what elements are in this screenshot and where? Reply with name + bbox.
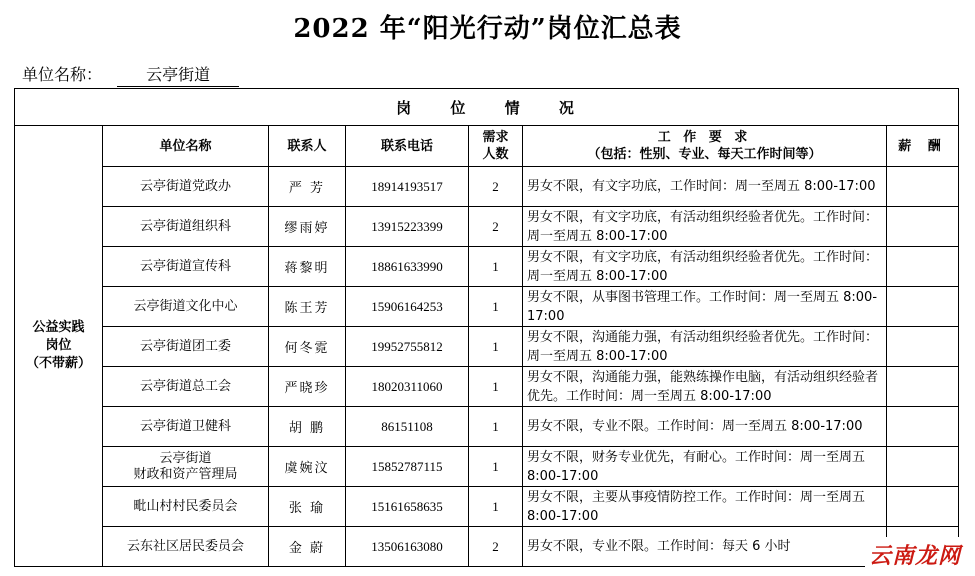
- table-row: [15, 167, 959, 207]
- unit-name-value: 云亭街道: [117, 62, 239, 87]
- unit-name-label: 单位名称：: [22, 65, 103, 84]
- unit-name-row: [22, 62, 239, 87]
- row-phone: 19952755812: [346, 327, 469, 367]
- row-contact: 蒋黎明: [269, 247, 346, 287]
- row-unit: 云亭街道党政办: [103, 167, 269, 207]
- row-unit: 毗山村村民委员会: [103, 487, 269, 527]
- row-phone: 13506163080: [346, 527, 469, 567]
- row-count: 1: [469, 407, 523, 447]
- row-salary: [887, 247, 959, 287]
- row-requirements: 男女不限，专业不限。工作时间：周一至周五 8:00-17:00: [523, 407, 887, 447]
- positions-table: [14, 88, 959, 567]
- row-requirements: 男女不限，财务专业优先，有耐心。工作时间：周一至周五 8:00-17:00: [523, 447, 887, 487]
- row-unit: 云东社区居民委员会: [103, 527, 269, 567]
- section-header: 岗 位 情 况: [15, 89, 959, 126]
- table-row: [15, 247, 959, 287]
- table-row: [15, 487, 959, 527]
- row-requirements: 男女不限，有文字功底，有活动组织经验者优先。工作时间：周一至周五 8:00-17:00: [523, 207, 887, 247]
- row-unit: 云亭街道 财政和资产管理局: [103, 447, 269, 487]
- row-requirements: 男女不限，沟通能力强，有活动组织经验者优先。工作时间：周一至周五 8:00-17:00: [523, 327, 887, 367]
- row-phone: 15906164253: [346, 287, 469, 327]
- col-header-count: 需求 人数: [469, 126, 523, 167]
- row-requirements: 男女不限，有文字功底，有活动组织经验者优先。工作时间：周一至周五 8:00-17:00: [523, 247, 887, 287]
- table-row: [15, 327, 959, 367]
- row-contact: 金 蔚: [269, 527, 346, 567]
- row-count: 2: [469, 527, 523, 567]
- row-phone: 18020311060: [346, 367, 469, 407]
- row-salary: [887, 407, 959, 447]
- table-row: [15, 407, 959, 447]
- row-contact: 张 瑜: [269, 487, 346, 527]
- row-requirements: 男女不限，沟通能力强，能熟练操作电脑，有活动组织经验者优先。工作时间：周一至周五 8:00-17:00: [523, 367, 887, 407]
- table-row: [15, 447, 959, 487]
- col-header-phone: 联系电话: [346, 126, 469, 167]
- watermark-logo: 云南龙网: [865, 537, 965, 572]
- row-salary: [887, 447, 959, 487]
- category-cell: 公益实践 岗位 （不带薪）: [15, 126, 103, 567]
- row-phone: 18861633990: [346, 247, 469, 287]
- col-header-salary: 薪 酬: [887, 126, 959, 167]
- row-contact: 陈王芳: [269, 287, 346, 327]
- row-requirements: 男女不限，主要从事疫情防控工作。工作时间：周一至周五 8:00-17:00: [523, 487, 887, 527]
- table-row: [15, 287, 959, 327]
- row-count: 1: [469, 327, 523, 367]
- row-salary: [887, 167, 959, 207]
- row-unit: 云亭街道总工会: [103, 367, 269, 407]
- row-count: 1: [469, 367, 523, 407]
- row-requirements: 男女不限，从事图书管理工作。工作时间：周一至周五 8:00-17:00: [523, 287, 887, 327]
- row-unit: 云亭街道卫健科: [103, 407, 269, 447]
- row-contact: 严 芳: [269, 167, 346, 207]
- row-phone: 86151108: [346, 407, 469, 447]
- row-salary: [887, 487, 959, 527]
- row-salary: [887, 367, 959, 407]
- row-count: 1: [469, 447, 523, 487]
- row-count: 2: [469, 207, 523, 247]
- row-requirements: 男女不限，有文字功底，工作时间：周一至周五 8:00-17:00: [523, 167, 887, 207]
- row-unit: 云亭街道文化中心: [103, 287, 269, 327]
- row-count: 2: [469, 167, 523, 207]
- row-unit: 云亭街道宣传科: [103, 247, 269, 287]
- row-contact: 严晓珍: [269, 367, 346, 407]
- col-header-unit: 单位名称: [103, 126, 269, 167]
- row-contact: 缪雨婷: [269, 207, 346, 247]
- row-contact: 胡 鹏: [269, 407, 346, 447]
- page-title: 2022 年“阳光行动”岗位汇总表: [293, 14, 682, 44]
- row-salary: [887, 207, 959, 247]
- row-count: 1: [469, 247, 523, 287]
- row-count: 1: [469, 287, 523, 327]
- table-row: [15, 207, 959, 247]
- row-count: 1: [469, 487, 523, 527]
- row-phone: 15852787115: [346, 447, 469, 487]
- table-row: [15, 527, 959, 567]
- row-contact: 何冬霓: [269, 327, 346, 367]
- row-salary: [887, 287, 959, 327]
- row-unit: 云亭街道团工委: [103, 327, 269, 367]
- table-row: [15, 367, 959, 407]
- row-phone: 13915223399: [346, 207, 469, 247]
- row-phone: 18914193517: [346, 167, 469, 207]
- row-salary: [887, 327, 959, 367]
- row-unit: 云亭街道组织科: [103, 207, 269, 247]
- row-contact: 虞婉汶: [269, 447, 346, 487]
- row-requirements: 男女不限，专业不限。工作时间：每天 6 小时: [523, 527, 887, 567]
- col-header-requirements: 工 作 要 求 （包括：性别、专业、每天工作时间等）: [523, 126, 887, 167]
- col-header-contact: 联系人: [269, 126, 346, 167]
- row-phone: 15161658635: [346, 487, 469, 527]
